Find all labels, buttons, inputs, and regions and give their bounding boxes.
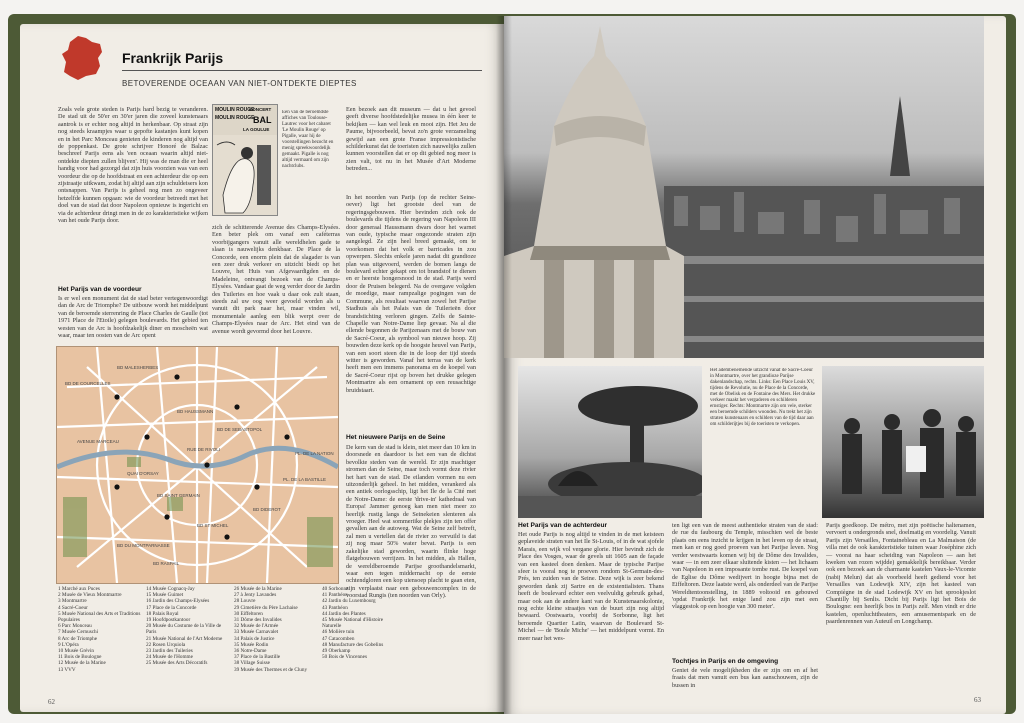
map-label: PL. DE LA BASTILLE: [283, 477, 327, 482]
mid-column-text: zich de schitterende Avenue des Champs-Elysées. Een beter plek om vanaf een caféterras voorbijgangers vanuit alle wereldhelen gade te slaan is nauwelijks denkbaar. De Place de la Concorde, een enorm plein dat de slagader is van een zeer druk verkeer en uitzicht biedt op het Louvre, het Huis van Afgevaardigden en de Madeleine, ontvangt bezoek van de Champs-Elysées. Vandaar gaat de weg verder door de Jardin des Tuileries en hoe vaak u daar ook zult staan, steeds zal uw oog weer gevoeld worden als u vanuit dit park naar het, maar vinden wil, monumentale aanleg een blik werpt over de Champs-Elysées naar de Arc. Het eind van de avenue wordt gevormd door het Louvre.: [212, 224, 340, 335]
page-number-left: 62: [48, 698, 55, 706]
map-label: BD ST MICHEL: [197, 523, 229, 528]
poster-bal: BAL: [253, 115, 272, 125]
right-col-3-text: Parijs goedkoop. De métro, met zijn poëtische haltenamen, vervoert u ondergronds snel, doelmatig en voordelig. Vanuit Parijs zijn Versailles, Fontainebleau en La Malmaison (de villa met de ook karakteristieke tuinen waar Joséphine zich — voorai na haar scheiding van Napoleon — aan het kweken van rozen wijdde) gemakkelijk bereikbaar. Verder ook een bezoek aan de charmante kastelen Vaux-le-Vicomte (nabij Melun) dat als voorbeeld heeft gediend voor het Versailles van Lodewijk XIV, zijn het kasteel van Compiègne in de stad Lodewijk XV en het sprookjeslot Chantilly bij Senlis. Dicht bij Parijs ligt het Bois de Boulogne: een heerlijk bos in Parijs zelf. Men vindt er drie kastelen, openluchttheaters, een amusementspark en de paardenrennen van Auteuil en Longchamp.: [826, 522, 976, 626]
heading-tochtjes: Tochtjes in Parijs en de omgeving: [672, 658, 779, 665]
center-text-a: Een bezoek aan dit museum — dat u het gevoel geeft diverse hoofdstedelijke musea in één keer te bekijken — kan wel leuk en mooi zijn. Het Jeu de Paume, bijvoorbeeld, bevat zo'n grote verzameling gewijd aan een grote Franse impressionistische schilderkunst dat de toeristen zich nauwelijks zullen kunnen voorstellen dat er op dit gebied nog meer is zien valt, tot nu in het Musée d'Art Moderne betreden...: [346, 106, 476, 173]
france-map-icon: [56, 32, 108, 84]
poster-title-2: MOULIN ROUGE: [215, 115, 255, 121]
map-label: BD SAINT GERMAIN: [157, 493, 200, 498]
map-legend-col-1: 1 Marché aux Puces 2 Musée de Vieux Montmartre 3 Montmartre 4 Sacré-Coeur 5 Musée National des Arts et Traditions Populaires 6 Parc Monceau 7 Musée Cernuschi 8 Arc de Triomphe 9 L'Opéra 10 Musée Grévin 11 Bois de Boulogne 12 Musée de la Marine 13 VVV: [58, 586, 141, 673]
poster-caption: Een van de beroemdste affiches van Toulouse-Lautrec voor het cabaret 'Le Moulin Rouge' op Pigalle, waar hij de voorstellingen bezocht en menig spreekwoordelijk gemaakt. Pigalle is nog altijd vermaard om zijn nachtclubs.: [282, 110, 334, 169]
map-label: BD DE COURCELLES: [65, 381, 111, 386]
map-label: PL. DE LA NATION: [295, 451, 334, 456]
page-title: Frankrijk Parijs: [122, 50, 224, 66]
heading-seine: Het nieuwere Parijs en de Seine: [346, 434, 446, 441]
map-label: BD DU MONTPARNASSE: [117, 543, 170, 548]
left-page: [20, 24, 504, 712]
rooftops-illustration: [504, 16, 984, 358]
map-label: QUAI D'ORSAY: [127, 471, 159, 476]
photo-caption: Het adembenemende uitzicht vanaf de Sacré-Coeur in Montmartre, over het grandioze Parijse dakenlandschap, rechts. Links: Een Place Louis XV, tijdens de Revolutie, nu de Place de la Concorde, met de Obelisk en de Fontaine des Mers. Het drukke verkeer maakt het vergaderen en schilderen ernstiger. Rechts: Montmartre zijn om vele, sterker een beroemde schilders woonden. Nu trekt het zijn straten kunstenaars en schilders van de tijd daar aan om schilderijtjes bij de toeristen te verkopen.: [710, 368, 816, 427]
map-label: BD MALESHERBES: [117, 365, 159, 370]
fountain-illustration: [518, 366, 702, 518]
moulin-rouge-poster: [212, 104, 278, 216]
montmartre-artists-photo: [822, 366, 984, 518]
sacre-coeur-panorama-photo: [504, 16, 984, 358]
map-legend-col-4: 40 Sorbonne 41 Panthéon 42 Jardin du Luxembourg 43 Panthéon 44 Jardin des Plantes 45 Musée National d'Histoire Naturelle 46 Molière tuin 47 Catacomben 48 Manufacture des Gobelins 49 Oberkamp 50 Bois de Vincennes: [322, 586, 384, 661]
seine-text: De kern van de stad is klein, niet meer dan 10 km in doorsnede en daardoor is het een van de dichtst bevolkte steden van de wereld. Er zijn machtiger stromen dan de Seine, maar toch vormt deze rivier het hart van de stad. De eilanden vormen nu een uitzonderlijk geheel. In het midden, verankerd als een antiek oorlogsschip, ligt het Ile de la Cité met de Notre-Dame: de eerste 'drive-in' kathedraal van Europa! Jammer genoeg kan men niet meer zo heerlijk rustig langs de Seinekeien slenteren als vroeger. Heel wat sommeriike plekjes zijn ten offer gevallen aan de autoweg. Wat de Seine zelf betreft, zal men u vertellen dat de rivier zo vervuild is dat zij nog maar 50% water bevat. Parijs is een zakelijke stad geworden, waarin flinke hoge flatgebouwen verrijzen. In het midden, als Hallen, de wereldberoemde Parijse groothandelsmarkt, waar een tegen middernacht op de eerste ochtendgloren een kop uiensoep placht te gaan eten, zijn verplaatst naar een gebouwencomplex in de voorstad Rungis (ten noorden van Orly).: [346, 444, 476, 600]
map-legend-col-3: 26 Musée de la Marine 27 à Jenty Lavandes 28 Louvre 29 Cimetière du Père Lachaise 30 Eiffeltoren 31 Dôme des Invalides 32 Musée de l'Armée 33 Musée Carnavalet 34 Palais de Justice 35 Musée Rodin 36 Notre-Dame 37 Place de la Bastille 38 Village Suisse 39 Musée des Thermes et de Cluny: [234, 586, 308, 673]
achterdeur-text: Het oude Parijs is nog altijd te vinden in de met keisteen geplaveide straten van het Ile St-Louis, of in de wat sjofele Marais, een wijk vol vergane glorie. Hier bevindt zich de Place des Vosges, waar de gevels uit 1605 aan de façade van een kasteel doen denken. Maar de typische Parijse sfeer is vooral nog te proeven rondom St-Germain-des-Prés, ten zuiden van de Seine. Deze wijk is zeer bekend geworden dank zij Sartre en de existentialisten. Thans heeft de boulevard echter een veelvuldig gebruik gehad, maar ook aan de andere kant van de Kunstenaarskolonie, nog echte kleine straatjes van de buurt zijn nog altijd bewaard. Oostwaarts, voorbij de Sorbonne, ligt het beroemde Quartier Latin, waarvan de Boulevard St-Michel — de 'Boule Miche' — het middelpunt vormt. En meer naar het wes-: [518, 531, 664, 642]
poster-title: MOULIN ROUGE: [215, 107, 255, 113]
page-number-right: 63: [974, 696, 981, 704]
artists-illustration: [822, 366, 984, 518]
map-label: BD RASPAIL: [153, 561, 180, 566]
voordeur-text: Is er wel een monument dat de stad beter vertegenwoordigt dan de Arc de Triomphe? De uitbouw wordt het middelpunt van de beroemde sterrenring de Place Charles de Gaulle (tot 1971 Place de l'Etoile) gelegen boulevards. Het gebied ten westen van de Arc is hoofdzakelijk diner en moscheën wat waar, maar ten oosten van de Arc opent: [58, 295, 208, 340]
map-label: BD DIDEROT: [253, 507, 281, 512]
poster-goulue: LA GOULUE: [243, 127, 270, 132]
concorde-fountain-photo: [518, 366, 702, 518]
poster-concert: CONCERT: [249, 107, 272, 112]
map-label: AVENUE MARCEAU: [77, 439, 119, 444]
map-legend-col-2: 14 Musée Cognacq-Jay 15 Musée Guimet 16 Jardin des Champs-Elysées 17 Place de la Concorde 18 Palais Royal 19 Hoofdpostkantoor 20 Musée du Costume de la Ville de Paris 21 Musée National de l'Art Moderne 22 Rosen Urquiola 23 Jardin des Tuileries 24 Musée de l'Homme 25 Musée des Arts Décoratifs: [146, 586, 223, 667]
center-text-b: In het noorden van Parijs (op de rechter Seine-oever) ligt het grootste deel van de regeringsgebouwen. Hier bevinden zich ook de boulevards die tijdens de regering van Napoleon III door generaal Haussmann dwars door het warnet van oude, typische maar ongezonde straten zijn aangelegd. Ze zijn heel breed gemaakt, om te voorkomen dat het volk er barricades in zou opwerpen. Slechts enkele jaren nadat dit grandioze plan was uitgevoerd, werden de bomen langs de boulevard echter gekapt om tot brandstof te dienen en er heerste hongersnood in de stad. Parijs werd door de Pruisen belegerd. Na de overgave volgden de moedige, maar rampzalige pogingen van de Commune, als resultaat waarvan zowel het Parijse Stadhuis als het Palais van de Tuilerieën door brandstichting verloren gingen. Zelfs de Sainte-Chapelle van Notre-Dame liep gevaar. Na al die ellende begonnen de Parijzenaars met de bouw van de Sacré-Coeur, als symbool van nieuwe hoop. Zij bouwden deze kerk op de hoogste heuvel van Parijs, van een soort steen die in de loop der tijd steeds witter is geworden. Vanaf het terras van de kerk heeft men een immens panorama en de koepel van de Sacré-Coeur rijst op boven het drukke gelegen Montmartre als een ornament op een reusachtige bruidstaart.: [346, 194, 476, 394]
map-label: RUE DE RIVOLI: [187, 447, 221, 452]
title-rule: [122, 70, 482, 71]
right-page: [504, 16, 1006, 714]
map-label: BD DE SEBASTOPOL: [217, 427, 263, 432]
tochtjes-text: Geniet de vele mogelijkheden die er zijn om en af het fraais dat men vanuit een bus kan aanschouwen, zijn de bussen in: [672, 667, 818, 689]
page-subtitle: BETOVERENDE OCEAAN VAN NIET-ONTDEKTE DIEPTES: [122, 79, 357, 88]
right-col-2-text: ten ligt een van de meest authentieke straten van de stad: de rue du faubourg du Temple, misschien wel de beste plaats om eens inzicht te krijgen in het leven op de straat, men kan er nog goed proeven van het Parijse leven. Nog verder westwaarts komen wij bij de Dôme des Invalides, waar — in een zeer elkaar sluitende kisten — het lichaam van Napoleon in een imposante tombe rust. De koepel van de Eglise du Dôme wedijvert in hoogte bijna met de Eiffeltoren. Deze laatste werd, als onderdeel van de Parijse Wereldtentoonstelling, in 1889 voltooid en gebouwd 'opdat Frankrijk het enige land zou zijn met een vlaggestok op een hoogte van 300 meter'.: [672, 522, 818, 611]
dancer-illustration: [213, 135, 277, 215]
map-label: BD HAUSSMANN: [177, 409, 214, 414]
heading-achterdeur: Het Parijs van de achterdeur: [518, 522, 608, 529]
intro-text: Zoals vele grote steden is Parijs hard bezig te veranderen. De stad uit de 50'er en 30'er jaren die zoveel kunstenaars aantrok is er echter nog altijd in herkenbaar. Op straat zijn nog steeds kraampjes waar u gepofte kastanjes kunt kopen en in het Parc Monceau genieten de kinderen nog altijd van de poppenkast. De grote schrijver Honoré de Balzac beschreef Parijs eens als 'een oceaan waarin altijd niet-ontdekte diepten zullen blijven'. Hij was de man die er heel handig voor had gezorgd dat zijn huis voorzien was van een voordeur die op de hoofdstraat en een achterdeur die op een zijstraatje uitkwam, zodat hij altijd aan zijn schuldeisers kon ontsnappen. Van Parijs is geheel nog men zo ongeveer hetzelfde kunnen opgaan: wie de voordeur betreedt met het doel van de stad dat door Napoleon opnieuw is ingericht en via de achterdeur dringt men in de zo karakteristieke wijken van het oude Parijs door.: [58, 106, 208, 225]
paris-map: [56, 346, 339, 584]
heading-voordeur: Het Parijs van de voordeur: [58, 286, 142, 293]
book-gutter: [496, 16, 512, 714]
